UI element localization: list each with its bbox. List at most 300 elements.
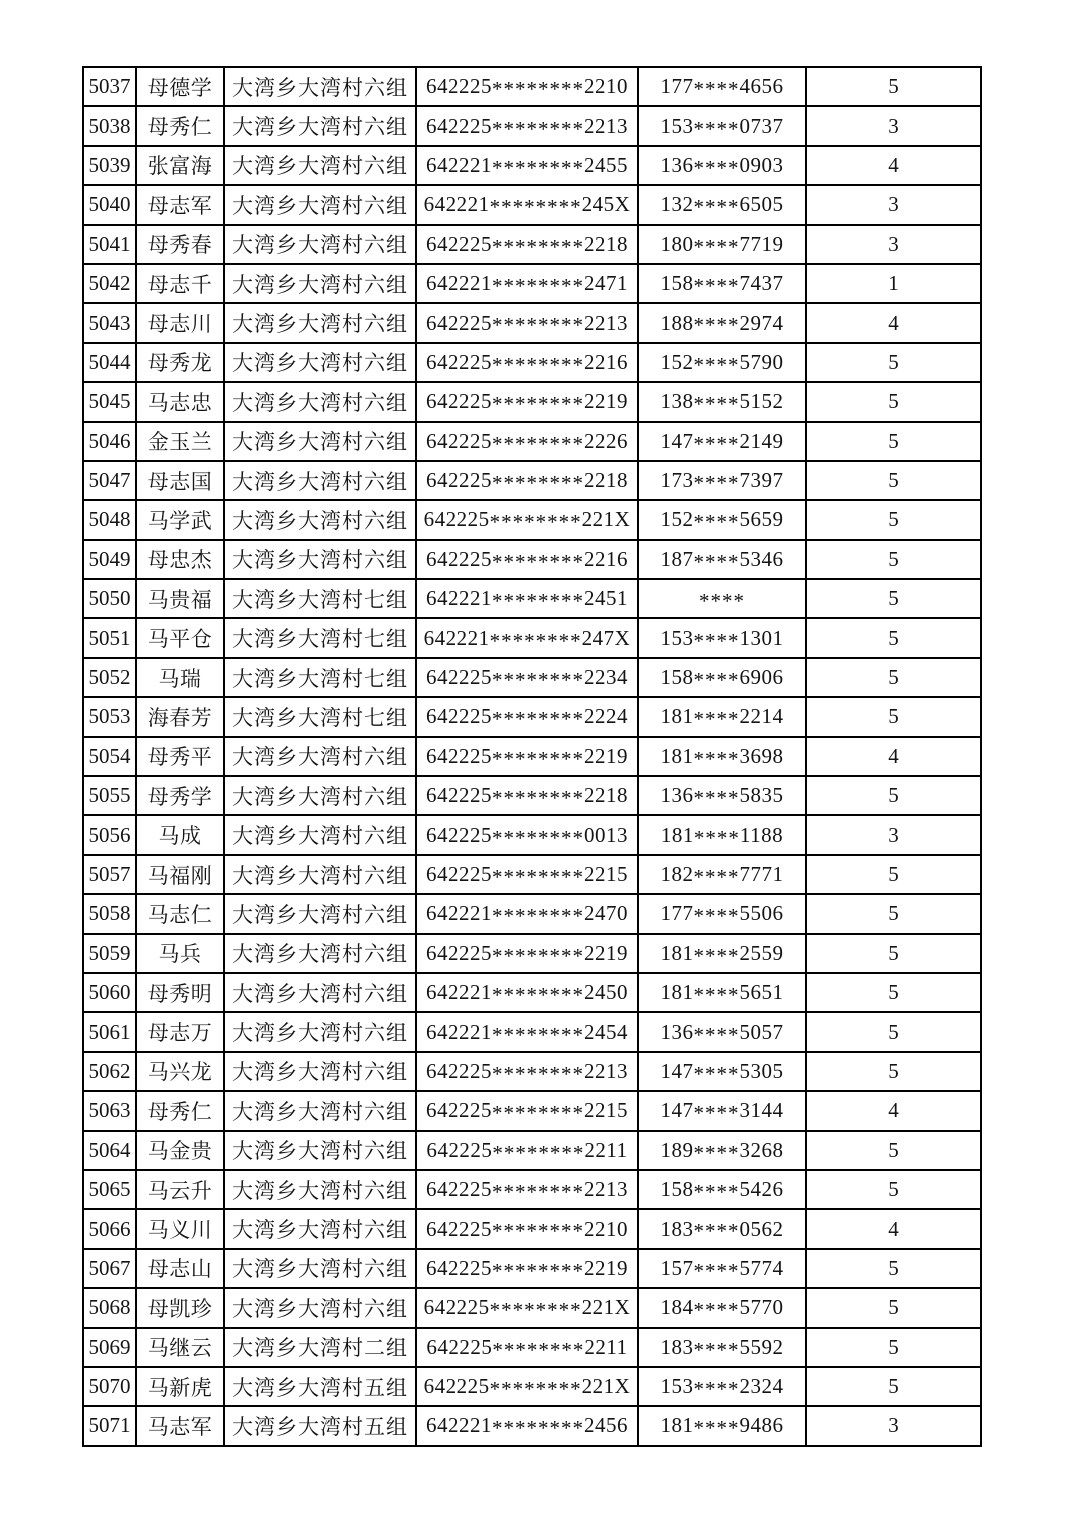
table-row — [83, 1367, 981, 1406]
cell-serial: 5043 — [83, 303, 136, 342]
cell-address: 大湾乡大湾村七组 — [224, 697, 416, 736]
cell-name: 母秀明 — [136, 973, 224, 1012]
masked-digits: ******** — [492, 471, 584, 496]
cell-phone: 157****5774 — [638, 1249, 806, 1288]
cell-serial: 5062 — [83, 1052, 136, 1091]
masked-digits: **** — [693, 983, 740, 1008]
cell-id_number: 642221********247X — [416, 618, 638, 657]
cell-count: 5 — [806, 461, 981, 500]
cell-name: 马瑞 — [136, 658, 224, 697]
masked-digits: ******** — [492, 1140, 585, 1165]
cell-name: 母志川 — [136, 303, 224, 342]
table-row — [83, 618, 981, 657]
cell-phone: 138****5152 — [638, 382, 806, 421]
masked-digits: **** — [693, 1140, 740, 1165]
masked-digits: ******** — [492, 589, 584, 614]
cell-address: 大湾乡大湾村六组 — [224, 422, 416, 461]
cell-name: 马志仁 — [136, 894, 224, 933]
cell-serial: 5069 — [83, 1328, 136, 1367]
cell-id_number: 642221********2470 — [416, 894, 638, 933]
cell-serial: 5067 — [83, 1249, 136, 1288]
cell-address: 大湾乡大湾村七组 — [224, 579, 416, 618]
cell-count: 1 — [806, 264, 981, 303]
masked-digits: ******** — [489, 195, 582, 220]
cell-serial: 5039 — [83, 146, 136, 185]
cell-serial: 5041 — [83, 225, 136, 264]
table-row — [83, 894, 981, 933]
cell-name: 母秀学 — [136, 776, 224, 815]
cell-name: 马云升 — [136, 1170, 224, 1209]
table-row — [83, 1249, 981, 1288]
cell-count: 5 — [806, 934, 981, 973]
cell-name: 张富海 — [136, 146, 224, 185]
cell-id_number: 642225********2213 — [416, 303, 638, 342]
table-row — [83, 934, 981, 973]
masked-digits: ******** — [492, 352, 584, 377]
cell-count: 4 — [806, 303, 981, 342]
cell-id_number: 642225********2218 — [416, 225, 638, 264]
cell-count: 4 — [806, 1209, 981, 1248]
cell-phone: 181****3698 — [638, 737, 806, 776]
cell-count: 5 — [806, 1328, 981, 1367]
cell-count: 5 — [806, 658, 981, 697]
cell-phone: 147****5305 — [638, 1052, 806, 1091]
cell-phone: 153****2324 — [638, 1367, 806, 1406]
cell-phone: 183****5592 — [638, 1328, 806, 1367]
cell-address: 大湾乡大湾村六组 — [224, 737, 416, 776]
cell-id_number: 642225********2213 — [416, 1052, 638, 1091]
cell-name: 母秀春 — [136, 225, 224, 264]
cell-id_number: 642225********2216 — [416, 540, 638, 579]
cell-serial: 5052 — [83, 658, 136, 697]
masked-digits: **** — [693, 904, 740, 929]
cell-address: 大湾乡大湾村六组 — [224, 815, 416, 854]
table-row — [83, 1091, 981, 1130]
masked-digits: **** — [693, 195, 740, 220]
table-row — [83, 540, 981, 579]
masked-digits: ******** — [492, 1219, 584, 1244]
cell-serial: 5054 — [83, 737, 136, 776]
cell-phone: 158****5426 — [638, 1170, 806, 1209]
cell-address: 大湾乡大湾村六组 — [224, 225, 416, 264]
cell-serial: 5045 — [83, 382, 136, 421]
masked-digits: ******** — [492, 904, 584, 929]
masked-digits: ******** — [492, 274, 584, 299]
cell-serial: 5056 — [83, 815, 136, 854]
cell-address: 大湾乡大湾村六组 — [224, 106, 416, 145]
cell-count: 5 — [806, 1249, 981, 1288]
masked-digits: **** — [693, 313, 740, 338]
table-row — [83, 461, 981, 500]
table-row — [83, 1012, 981, 1051]
cell-name: 马志军 — [136, 1406, 224, 1445]
masked-digits: ******** — [492, 431, 584, 456]
masked-digits: **** — [693, 746, 740, 771]
cell-id_number: 642225********2219 — [416, 382, 638, 421]
masked-digits: ******** — [492, 1180, 584, 1205]
masked-digits: **** — [693, 549, 740, 574]
masked-digits: **** — [699, 589, 745, 614]
cell-id_number: 642225********2216 — [416, 343, 638, 382]
cell-serial: 5064 — [83, 1131, 136, 1170]
masked-digits: **** — [693, 274, 740, 299]
masked-digits: **** — [693, 943, 740, 968]
cell-name: 马兵 — [136, 934, 224, 973]
cell-id_number: 642225********221X — [416, 1288, 638, 1327]
cell-id_number: 642225********2215 — [416, 855, 638, 894]
masked-digits: **** — [693, 471, 740, 496]
masked-digits: ******** — [489, 510, 582, 535]
cell-serial: 5051 — [83, 618, 136, 657]
cell-count: 5 — [806, 973, 981, 1012]
cell-count: 3 — [806, 225, 981, 264]
masked-digits: **** — [693, 825, 740, 850]
cell-count: 3 — [806, 106, 981, 145]
cell-phone: 136****5057 — [638, 1012, 806, 1051]
table-row — [83, 382, 981, 421]
table-row — [83, 1328, 981, 1367]
cell-name: 马福刚 — [136, 855, 224, 894]
cell-address: 大湾乡大湾村六组 — [224, 461, 416, 500]
cell-count: 4 — [806, 737, 981, 776]
cell-address: 大湾乡大湾村六组 — [224, 1170, 416, 1209]
masked-digits: ******** — [489, 628, 582, 653]
cell-id_number: 642221********2450 — [416, 973, 638, 1012]
cell-phone: 147****2149 — [638, 422, 806, 461]
masked-digits: **** — [693, 864, 740, 889]
cell-id_number: 642221********2471 — [416, 264, 638, 303]
masked-digits: ******** — [492, 1101, 584, 1126]
cell-serial: 5070 — [83, 1367, 136, 1406]
cell-serial: 5046 — [83, 422, 136, 461]
cell-address: 大湾乡大湾村六组 — [224, 185, 416, 224]
table-row — [83, 1288, 981, 1327]
cell-phone: 158****7437 — [638, 264, 806, 303]
cell-id_number: 642225********2219 — [416, 1249, 638, 1288]
masked-digits: **** — [693, 155, 740, 180]
cell-serial: 5061 — [83, 1012, 136, 1051]
masked-digits: ******** — [489, 1298, 582, 1323]
table-row — [83, 67, 981, 106]
masked-digits: ******** — [492, 746, 584, 771]
cell-address: 大湾乡大湾村六组 — [224, 1131, 416, 1170]
cell-address: 大湾乡大湾村六组 — [224, 1052, 416, 1091]
cell-address: 大湾乡大湾村六组 — [224, 264, 416, 303]
cell-phone: 183****0562 — [638, 1209, 806, 1248]
cell-id_number: 642221********2456 — [416, 1406, 638, 1445]
cell-name: 母志山 — [136, 1249, 224, 1288]
masked-digits: ******** — [492, 77, 584, 102]
masked-digits: ******** — [492, 234, 584, 259]
cell-id_number: 642221********2455 — [416, 146, 638, 185]
masked-digits: ******** — [492, 786, 584, 811]
masked-digits: **** — [693, 1101, 740, 1126]
cell-phone: 182****7771 — [638, 855, 806, 894]
cell-address: 大湾乡大湾村六组 — [224, 973, 416, 1012]
cell-phone: 153****1301 — [638, 618, 806, 657]
cell-serial: 5042 — [83, 264, 136, 303]
table-row — [83, 500, 981, 539]
cell-address: 大湾乡大湾村二组 — [224, 1328, 416, 1367]
cell-count: 5 — [806, 894, 981, 933]
table-row — [83, 1209, 981, 1248]
cell-address: 大湾乡大湾村六组 — [224, 1288, 416, 1327]
table-row — [83, 973, 981, 1012]
cell-phone: 181****1188 — [638, 815, 806, 854]
cell-address: 大湾乡大湾村六组 — [224, 67, 416, 106]
masked-digits: **** — [693, 1337, 740, 1362]
cell-name: 母志万 — [136, 1012, 224, 1051]
masked-digits: **** — [693, 1180, 740, 1205]
cell-id_number: 642225********2213 — [416, 1170, 638, 1209]
cell-address: 大湾乡大湾村七组 — [224, 618, 416, 657]
cell-address: 大湾乡大湾村六组 — [224, 382, 416, 421]
cell-count: 5 — [806, 1052, 981, 1091]
cell-serial: 5065 — [83, 1170, 136, 1209]
cell-address: 大湾乡大湾村六组 — [224, 934, 416, 973]
cell-id_number: 642221********245X — [416, 185, 638, 224]
masked-digits: ******** — [492, 1258, 584, 1283]
cell-address: 大湾乡大湾村六组 — [224, 303, 416, 342]
cell-id_number: 642225********221X — [416, 1367, 638, 1406]
masked-digits: ******** — [492, 155, 584, 180]
cell-serial: 5040 — [83, 185, 136, 224]
masked-digits: **** — [693, 707, 740, 732]
cell-address: 大湾乡大湾村六组 — [224, 1209, 416, 1248]
cell-name: 马新虎 — [136, 1367, 224, 1406]
masked-digits: **** — [693, 786, 740, 811]
cell-serial: 5038 — [83, 106, 136, 145]
cell-name: 马学武 — [136, 500, 224, 539]
cell-name: 母志千 — [136, 264, 224, 303]
table-row — [83, 225, 981, 264]
cell-count: 5 — [806, 343, 981, 382]
cell-count: 5 — [806, 422, 981, 461]
cell-count: 5 — [806, 1367, 981, 1406]
cell-phone: 132****6505 — [638, 185, 806, 224]
cell-count: 5 — [806, 1131, 981, 1170]
cell-name: 马兴龙 — [136, 1052, 224, 1091]
masked-digits: ******** — [492, 116, 584, 141]
cell-id_number: 642225********2234 — [416, 658, 638, 697]
cell-serial: 5044 — [83, 343, 136, 382]
table-row — [83, 1170, 981, 1209]
table-row — [83, 264, 981, 303]
cell-id_number: 642225********0013 — [416, 815, 638, 854]
masked-digits: **** — [693, 77, 740, 102]
cell-id_number: 642225********2211 — [416, 1328, 638, 1367]
cell-phone: 177****5506 — [638, 894, 806, 933]
cell-phone: 180****7719 — [638, 225, 806, 264]
cell-phone: 152****5659 — [638, 500, 806, 539]
cell-count: 3 — [806, 1406, 981, 1445]
cell-count: 5 — [806, 1012, 981, 1051]
masked-digits: ******** — [489, 1377, 582, 1402]
cell-id_number: 642225********2210 — [416, 67, 638, 106]
cell-address: 大湾乡大湾村六组 — [224, 1091, 416, 1130]
table-row — [83, 303, 981, 342]
masked-digits: **** — [693, 1219, 740, 1244]
cell-address: 大湾乡大湾村六组 — [224, 540, 416, 579]
cell-count: 5 — [806, 855, 981, 894]
cell-name: 母德学 — [136, 67, 224, 106]
cell-address: 大湾乡大湾村七组 — [224, 658, 416, 697]
cell-name: 海春芳 — [136, 697, 224, 736]
table-body — [83, 67, 981, 1446]
masked-digits: **** — [693, 1298, 740, 1323]
cell-address: 大湾乡大湾村六组 — [224, 343, 416, 382]
cell-id_number: 642225********2215 — [416, 1091, 638, 1130]
cell-phone: 147****3144 — [638, 1091, 806, 1130]
cell-phone: 189****3268 — [638, 1131, 806, 1170]
masked-digits: ******** — [492, 943, 584, 968]
cell-serial: 5066 — [83, 1209, 136, 1248]
cell-id_number: 642225********2218 — [416, 776, 638, 815]
cell-id_number: 642221********2451 — [416, 579, 638, 618]
table-row — [83, 185, 981, 224]
cell-phone: 181****2214 — [638, 697, 806, 736]
cell-phone: 188****2974 — [638, 303, 806, 342]
table-row — [83, 343, 981, 382]
table-row — [83, 815, 981, 854]
cell-name: 马金贵 — [136, 1131, 224, 1170]
masked-digits: ******** — [492, 549, 584, 574]
cell-name: 马贵福 — [136, 579, 224, 618]
cell-address: 大湾乡大湾村六组 — [224, 894, 416, 933]
cell-address: 大湾乡大湾村六组 — [224, 1012, 416, 1051]
table-row — [83, 737, 981, 776]
cell-name: 马成 — [136, 815, 224, 854]
cell-id_number: 642225********2218 — [416, 461, 638, 500]
cell-phone: 153****0737 — [638, 106, 806, 145]
cell-count: 5 — [806, 540, 981, 579]
cell-name: 母秀平 — [136, 737, 224, 776]
cell-phone: 158****6906 — [638, 658, 806, 697]
cell-count: 5 — [806, 1288, 981, 1327]
cell-serial: 5060 — [83, 973, 136, 1012]
cell-phone — [638, 579, 806, 618]
masked-digits: **** — [693, 116, 740, 141]
cell-count: 5 — [806, 67, 981, 106]
cell-id_number: 642225********2211 — [416, 1131, 638, 1170]
table-row — [83, 1052, 981, 1091]
table-row — [83, 697, 981, 736]
cell-phone: 184****5770 — [638, 1288, 806, 1327]
masked-digits: ******** — [492, 707, 584, 732]
masked-digits: **** — [693, 431, 740, 456]
cell-phone: 187****5346 — [638, 540, 806, 579]
cell-phone: 136****0903 — [638, 146, 806, 185]
masked-digits: **** — [693, 352, 740, 377]
masked-digits: ******** — [492, 1022, 584, 1047]
cell-count: 4 — [806, 1091, 981, 1130]
cell-count: 5 — [806, 579, 981, 618]
cell-id_number: 642225********2224 — [416, 697, 638, 736]
table-row — [83, 855, 981, 894]
cell-count: 5 — [806, 697, 981, 736]
cell-count: 4 — [806, 146, 981, 185]
cell-id_number: 642225********2210 — [416, 1209, 638, 1248]
cell-serial: 5071 — [83, 1406, 136, 1445]
masked-digits: **** — [693, 667, 740, 692]
cell-serial: 5068 — [83, 1288, 136, 1327]
masked-digits: ******** — [492, 1416, 584, 1441]
cell-phone: 173****7397 — [638, 461, 806, 500]
cell-name: 母忠杰 — [136, 540, 224, 579]
cell-address: 大湾乡大湾村六组 — [224, 776, 416, 815]
masked-digits: **** — [693, 1416, 740, 1441]
masked-digits: **** — [693, 1061, 740, 1086]
masked-digits: **** — [693, 1377, 740, 1402]
cell-address: 大湾乡大湾村六组 — [224, 1249, 416, 1288]
cell-phone: 181****2559 — [638, 934, 806, 973]
cell-phone: 181****5651 — [638, 973, 806, 1012]
masked-digits: **** — [693, 392, 740, 417]
cell-name: 母秀仁 — [136, 1091, 224, 1130]
masked-digits: ******** — [492, 864, 584, 889]
masked-digits: ******** — [492, 1337, 585, 1362]
table-row — [83, 1131, 981, 1170]
cell-name: 马志忠 — [136, 382, 224, 421]
cell-serial: 5047 — [83, 461, 136, 500]
cell-address: 大湾乡大湾村五组 — [224, 1367, 416, 1406]
masked-digits: **** — [693, 1022, 740, 1047]
cell-count: 5 — [806, 382, 981, 421]
cell-name: 马平仓 — [136, 618, 224, 657]
masked-digits: ******** — [492, 667, 584, 692]
cell-address: 大湾乡大湾村六组 — [224, 146, 416, 185]
masked-digits: ******** — [492, 1061, 584, 1086]
table-row — [83, 579, 981, 618]
cell-count: 3 — [806, 815, 981, 854]
cell-phone: 152****5790 — [638, 343, 806, 382]
cell-id_number: 642225********2219 — [416, 934, 638, 973]
cell-name: 母凯珍 — [136, 1288, 224, 1327]
masked-digits: ******** — [492, 983, 584, 1008]
table-row — [83, 422, 981, 461]
masked-digits: **** — [693, 234, 740, 259]
cell-phone: 136****5835 — [638, 776, 806, 815]
masked-digits: ******** — [492, 313, 584, 338]
cell-name: 马继云 — [136, 1328, 224, 1367]
cell-id_number: 642225********221X — [416, 500, 638, 539]
cell-serial: 5049 — [83, 540, 136, 579]
cell-name: 母秀龙 — [136, 343, 224, 382]
cell-count: 5 — [806, 776, 981, 815]
cell-name: 母志国 — [136, 461, 224, 500]
masked-digits: ******** — [492, 392, 584, 417]
cell-id_number: 642225********2213 — [416, 106, 638, 145]
cell-serial: 5058 — [83, 894, 136, 933]
cell-serial: 5037 — [83, 67, 136, 106]
cell-name: 母志军 — [136, 185, 224, 224]
cell-count: 5 — [806, 1170, 981, 1209]
cell-id_number: 642225********2219 — [416, 737, 638, 776]
cell-address: 大湾乡大湾村五组 — [224, 1406, 416, 1445]
cell-count: 5 — [806, 500, 981, 539]
cell-id_number: 642225********2226 — [416, 422, 638, 461]
cell-address: 大湾乡大湾村六组 — [224, 500, 416, 539]
cell-name: 金玉兰 — [136, 422, 224, 461]
table-row — [83, 106, 981, 145]
masked-digits: **** — [693, 1258, 740, 1283]
cell-serial: 5059 — [83, 934, 136, 973]
cell-name: 母秀仁 — [136, 106, 224, 145]
cell-id_number: 642221********2454 — [416, 1012, 638, 1051]
cell-serial: 5055 — [83, 776, 136, 815]
table-row — [83, 1406, 981, 1445]
cell-phone: 177****4656 — [638, 67, 806, 106]
